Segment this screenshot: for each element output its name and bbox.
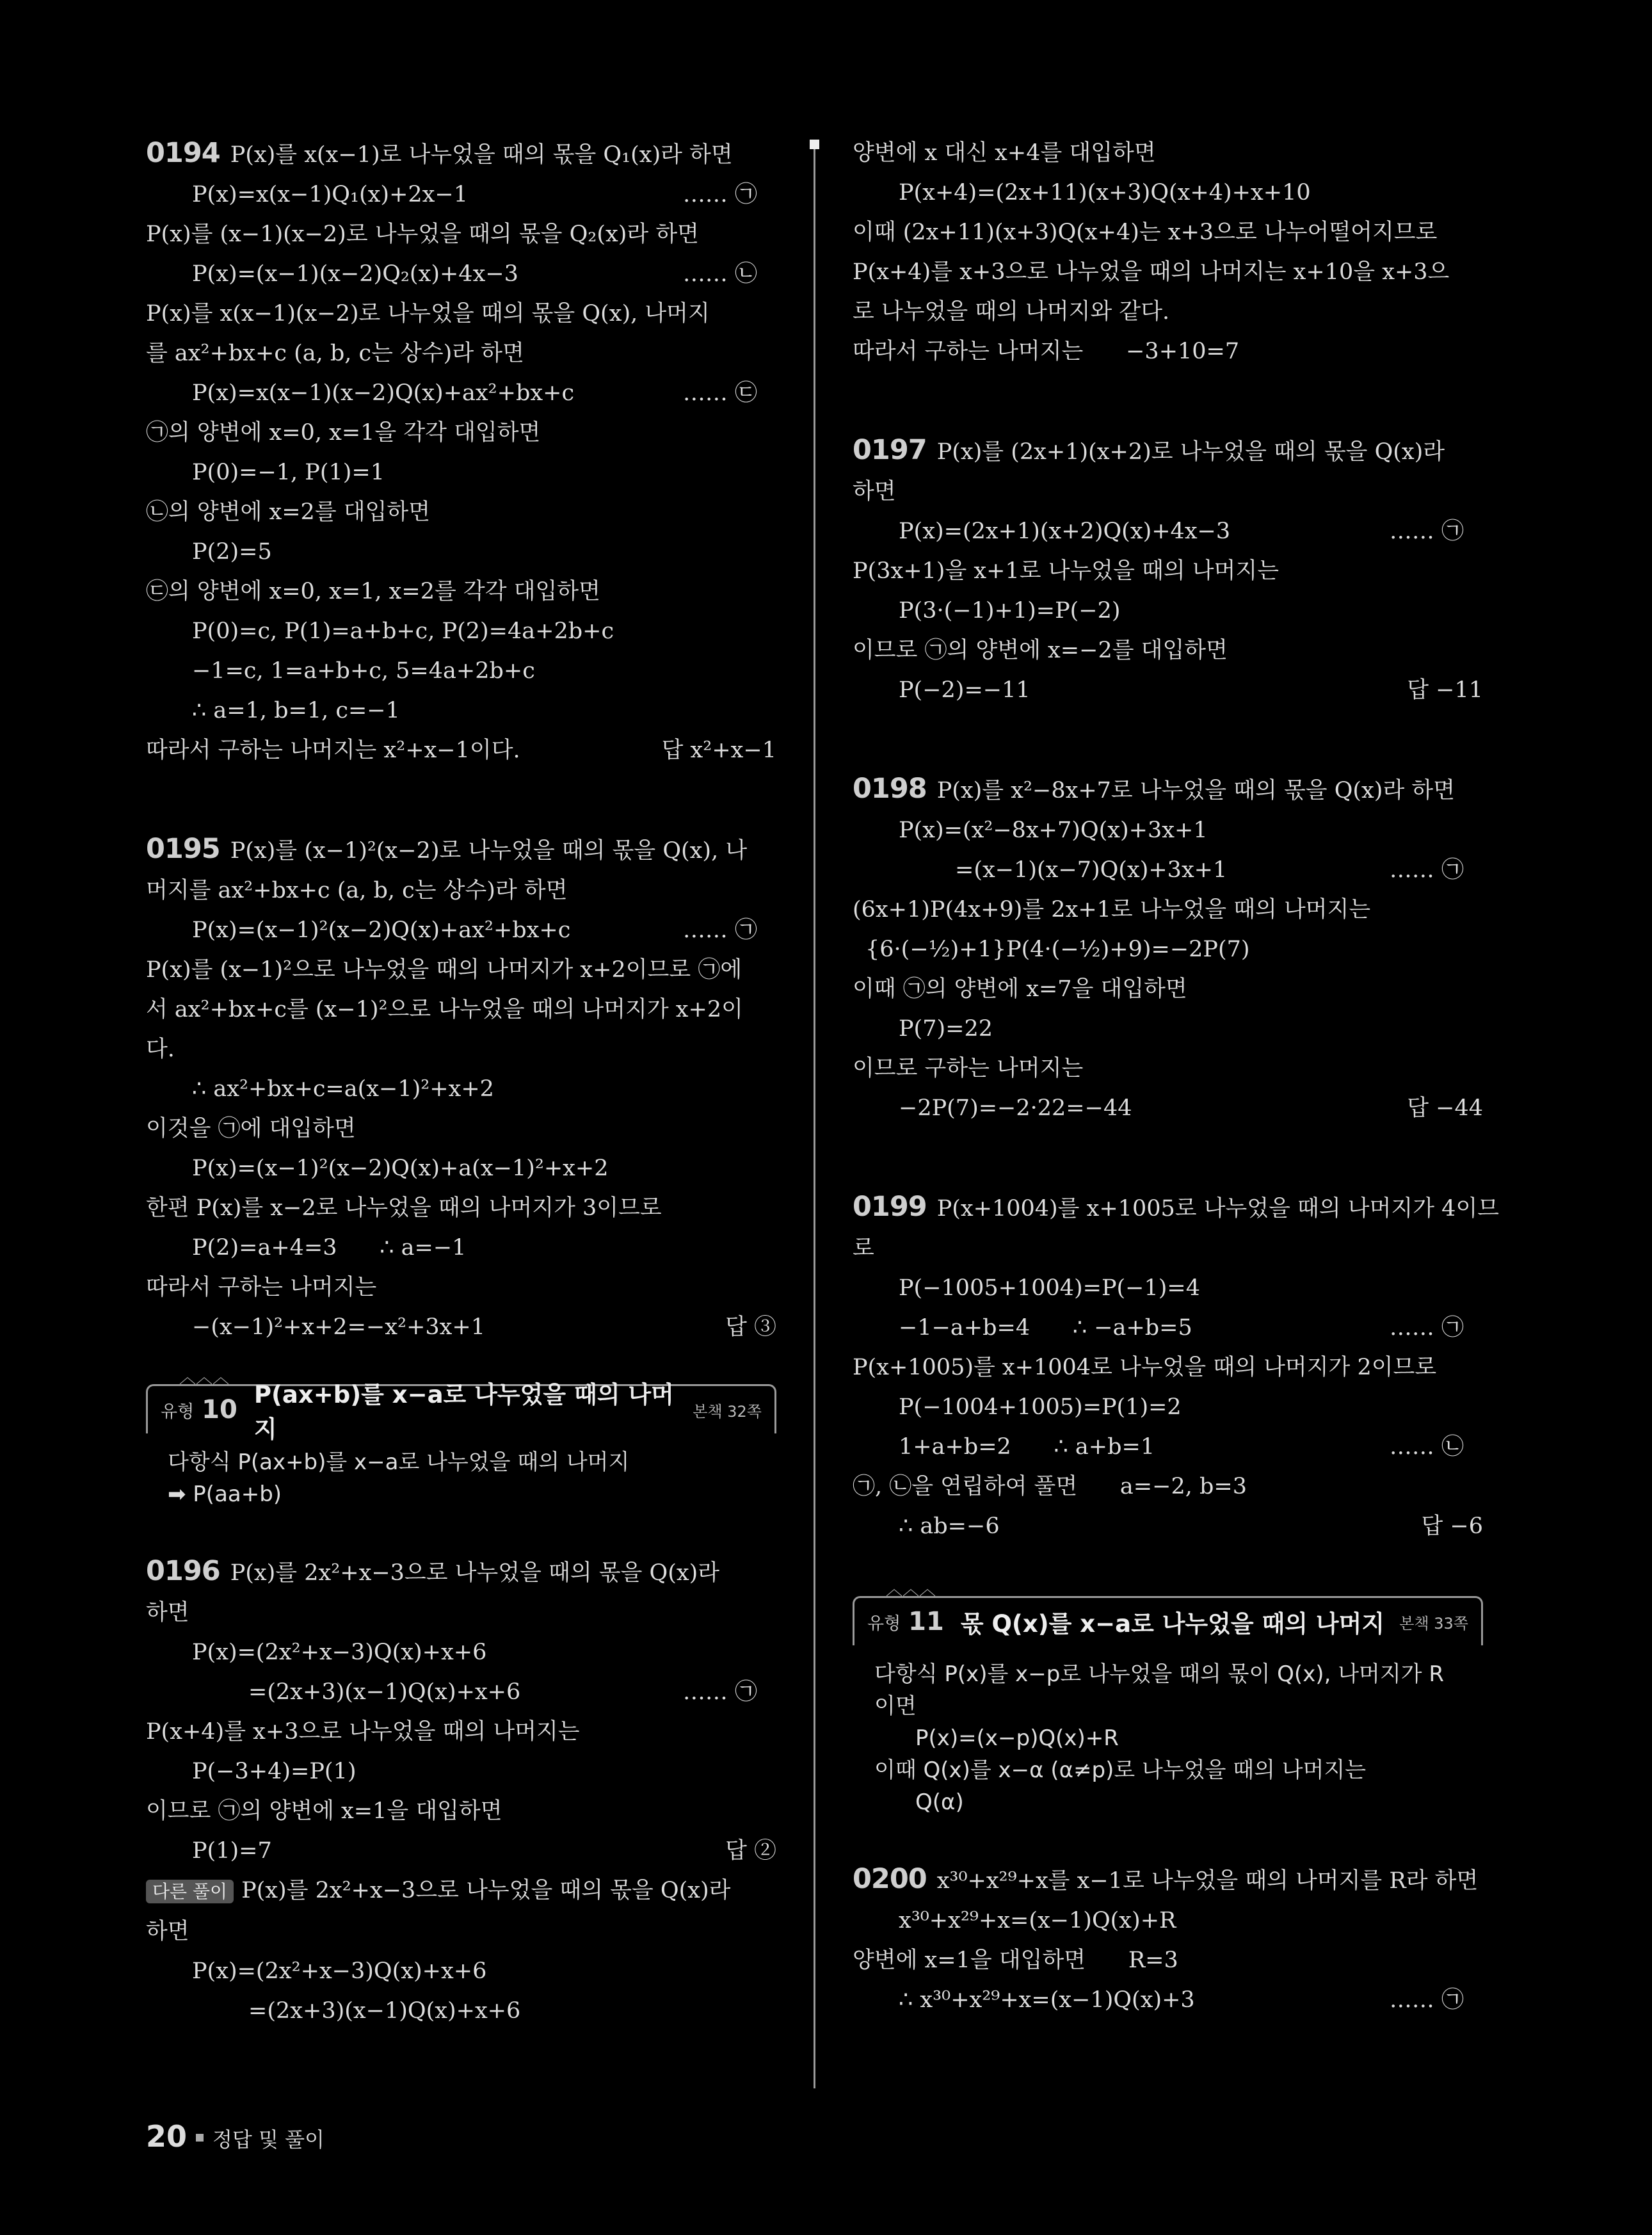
column-divider-cap (810, 140, 819, 149)
equation: P(−3+4)=P(1) (192, 1759, 357, 1784)
answer-label: 답 ② (725, 1838, 776, 1864)
type-10-box (146, 1368, 776, 1510)
column-divider (814, 141, 815, 2088)
problem-0195 (146, 829, 776, 1347)
equation: P(0)=−1, P(1)=1 (192, 460, 385, 485)
type-body-line: Q(α) (915, 1789, 964, 1815)
text-line: P(x+4)를 x+3으로 나누었을 때의 나머지는 (146, 1719, 580, 1745)
text-line: ㉠, ㉡을 연립하여 풀면 a=−2, b=3 (853, 1474, 1247, 1499)
problem-number: 0200 (853, 1863, 927, 1895)
text-line: P(x)를 x(x−1)(x−2)로 나누었을 때의 몫을 Q(x), 나머지 (146, 301, 710, 327)
equation: =(x−1)(x−7)Q(x)+3x+1 (955, 857, 1228, 883)
text-line: 따라서 구하는 나머지는 x²+x−1이다. (146, 738, 520, 763)
type-tag: 유형 (161, 1401, 195, 1422)
equation: P(x)=(2x²+x−3)Q(x)+x+6 (192, 1958, 487, 1984)
equation: P(x+4)=(2x+11)(x+3)Q(x+4)+x+10 (899, 180, 1311, 206)
type-body-line: 다항식 P(ax+b)를 x−a로 나누었을 때의 나머지 (168, 1449, 630, 1475)
equation-marker: …… ㉡ (682, 261, 757, 287)
answer-label: 답 ③ (725, 1314, 776, 1340)
equation: P(−1005+1004)=P(−1)=4 (899, 1275, 1201, 1301)
problem-0199 (853, 1187, 1500, 1546)
text-line: 머지를 ax²+bx+c (a, b, c는 상수)라 하면 (146, 878, 568, 903)
text-line: 서 ax²+bx+c를 (x−1)²으로 나누었을 때의 나머지가 x+2이 (146, 997, 743, 1022)
equation: P(x)=(x−1)²(x−2)Q(x)+a(x−1)²+x+2 (192, 1156, 609, 1181)
text-line: P(x)를 (x−1)²으로 나누었을 때의 나머지가 x+2이므로 ㉠에 (146, 957, 742, 983)
equation: P(0)=c, P(1)=a+b+c, P(2)=4a+2b+c (192, 618, 614, 644)
text-line: x³⁰+x²⁹+x를 x−1로 나누었을 때의 나머지를 R라 하면 (936, 1868, 1479, 1894)
text-line: 다. (146, 1037, 175, 1062)
text-line: P(x)를 (2x+1)(x+2)로 나누었을 때의 몫을 Q(x)라 (936, 439, 1445, 465)
type-number: 10 (202, 1395, 237, 1424)
equation: P(−2)=−11 (899, 677, 1030, 703)
equation: P(x)=(x−1)²(x−2)Q(x)+ax²+bx+c (192, 917, 571, 943)
text-line: 하면 (146, 1600, 189, 1626)
type-body-line: ➡ P(aa+b) (168, 1481, 282, 1507)
text-line: 이므로 구하는 나머지는 (853, 1056, 1084, 1081)
equation-marker: …… ㉠ (1389, 519, 1464, 544)
problem-number: 0199 (853, 1191, 927, 1223)
equation: −(x−1)²+x+2=−x²+3x+1 (192, 1314, 486, 1340)
answer-label: 답 −11 (1407, 677, 1483, 703)
equation: P(x)=(2x²+x−3)Q(x)+x+6 (192, 1640, 487, 1665)
equation: P(1)=7 (192, 1838, 272, 1864)
equation: P(7)=22 (899, 1016, 993, 1042)
type-tag: 유형 (867, 1613, 901, 1634)
text-line: (6x+1)P(4x+9)를 2x+1로 나누었을 때의 나머지는 (853, 897, 1371, 923)
text-line: 로 나누었을 때의 나머지와 같다. (853, 299, 1170, 325)
equation-marker: …… ㉠ (1389, 1987, 1464, 2013)
answer-label: 답 x²+x−1 (661, 738, 776, 763)
text-line: 양변에 x 대신 x+4를 대입하면 (853, 140, 1156, 166)
text-line: 이때 (2x+11)(x+3)Q(x+4)는 x+3으로 나누어떨어지므로 (853, 220, 1438, 245)
text-line: 한편 P(x)를 x−2로 나누었을 때의 나머지가 3이므로 (146, 1195, 662, 1221)
equation: x³⁰+x²⁹+x=(x−1)Q(x)+R (899, 1908, 1176, 1933)
equation: ∴ a=1, b=1, c=−1 (192, 698, 400, 723)
text-line: 따라서 구하는 나머지는 −3+10=7 (853, 339, 1240, 364)
equation: P(x)=(x−1)(x−2)Q₂(x)+4x−3 (192, 261, 518, 287)
text-line: P(x+4)를 x+3으로 나누었을 때의 나머지는 x+10을 x+3으 (853, 259, 1450, 285)
zigzag-decoration: ︿︿︿ (886, 1580, 936, 1599)
type-11-box (853, 1580, 1483, 1818)
text-line: ㉡의 양변에 x=2를 대입하면 (146, 499, 431, 525)
equation: 1+a+b=2 ∴ a+b=1 (899, 1434, 1155, 1460)
text-line: P(x)를 2x²+x−3으로 나누었을 때의 몫을 Q(x)라 (230, 1560, 720, 1586)
problem-number: 0194 (146, 137, 220, 169)
answer-label: 답 −44 (1407, 1095, 1483, 1121)
problem-number: 0198 (853, 773, 927, 805)
equation: ∴ x³⁰+x²⁹+x=(x−1)Q(x)+3 (899, 1987, 1195, 2013)
problem-number: 0195 (146, 833, 220, 865)
page-number: 20 (146, 2119, 188, 2154)
text-line: ㉢의 양변에 x=0, x=1, x=2를 각각 대입하면 (146, 579, 600, 604)
text-line: ㉠의 양변에 x=0, x=1을 각각 대입하면 (146, 420, 541, 446)
equation: P(x)=x(x−1)Q₁(x)+2x−1 (192, 182, 469, 207)
equation: =(2x+3)(x−1)Q(x)+x+6 (248, 1998, 521, 2024)
problem-0194 (146, 133, 776, 770)
answer-label: 답 −6 (1421, 1513, 1483, 1539)
equation: −2P(7)=−2·22=−44 (899, 1095, 1132, 1121)
problem-0196 (146, 1551, 776, 2031)
text-line: P(x)를 (x−1)(x−2)로 나누었을 때의 몫을 Q₂(x)라 하면 (146, 222, 699, 247)
text-line: P(3x+1)을 x+1로 나누었을 때의 나머지는 (853, 558, 1279, 584)
equation-marker: …… ㉡ (1389, 1434, 1464, 1460)
type-reference: 본책 33쪽 (1399, 1614, 1468, 1633)
alternative-solution-badge: 다른 풀이 (146, 1880, 234, 1903)
right-column (853, 133, 1500, 2020)
problem-0198 (853, 769, 1483, 1128)
problem-number: 0197 (853, 434, 927, 466)
text-line: 이때 ㉠의 양변에 x=7을 대입하면 (853, 976, 1187, 1002)
type-number: 11 (908, 1607, 944, 1636)
equation-marker: …… ㉠ (682, 182, 757, 207)
problem-0196-continued (853, 133, 1483, 371)
problem-0197 (853, 430, 1483, 710)
equation-marker: …… ㉠ (1389, 1315, 1464, 1341)
type-body-line: 이때 Q(x)를 x−α (α≠p)로 나누었을 때의 나머지는 (874, 1757, 1367, 1783)
equation: P(2)=5 (192, 539, 272, 565)
type-title: P(ax+b)를 x−a로 나누었을 때의 나머지 (253, 1381, 674, 1443)
type-body-line: 다항식 P(x)를 x−p로 나누었을 때의 몫이 Q(x), 나머지가 R (874, 1661, 1444, 1687)
equation: =(2x+3)(x−1)Q(x)+x+6 (248, 1679, 521, 1705)
equation: −1−a+b=4 ∴ −a+b=5 (899, 1315, 1192, 1341)
equation: P(x)=(2x+1)(x+2)Q(x)+4x−3 (899, 519, 1231, 544)
text-line: 이므로 ㉠의 양변에 x=1을 대입하면 (146, 1798, 502, 1824)
text-line: 하면 (146, 1919, 189, 1944)
equation: P(2)=a+4=3 ∴ a=−1 (192, 1235, 467, 1261)
equation: P(x)=(x²−8x+7)Q(x)+3x+1 (899, 818, 1208, 843)
equation: P(3·(−1)+1)=P(−2) (899, 598, 1121, 624)
equation: ∴ ab=−6 (899, 1513, 1000, 1539)
text-line: 로 (853, 1236, 874, 1261)
type-body-line: P(x)=(x−p)Q(x)+R (915, 1725, 1119, 1751)
text-line: P(x+1004)를 x+1005로 나누었을 때의 나머지가 4이므 (936, 1196, 1500, 1222)
equation: P(−1004+1005)=P(1)=2 (899, 1394, 1182, 1420)
type-title: 몫 Q(x)를 x−a로 나누었을 때의 나머지 (960, 1610, 1385, 1638)
equation-marker: …… ㉢ (682, 380, 757, 406)
problem-0200 (853, 1859, 1483, 2020)
text-line: P(x)를 2x²+x−3으로 나누었을 때의 몫을 Q(x)라 (241, 1878, 731, 1903)
text-line: 따라서 구하는 나머지는 (146, 1275, 377, 1300)
left-column (146, 133, 776, 2031)
equation: P(x)=x(x−1)(x−2)Q(x)+ax²+bx+c (192, 380, 575, 406)
type-reference: 본책 32쪽 (693, 1402, 762, 1421)
text-line: P(x+1005)를 x+1004로 나누었을 때의 나머지가 2이므로 (853, 1355, 1437, 1380)
type-body-line: 이면 (874, 1693, 917, 1719)
problem-number: 0196 (146, 1555, 220, 1587)
text-line: 양변에 x=1을 대입하면 R=3 (853, 1948, 1178, 1973)
footer-title: 정답 및 풀이 (213, 2127, 325, 2152)
text-line: 이것을 ㉠에 대입하면 (146, 1116, 356, 1142)
footer-square-icon (196, 2134, 204, 2142)
text-line: P(x)를 (x−1)²(x−2)로 나누었을 때의 몫을 Q(x), 나 (230, 838, 748, 864)
equation-marker: …… ㉠ (682, 1679, 757, 1705)
text-line: P(x)를 x(x−1)로 나누었을 때의 몫을 Q₁(x)라 하면 (230, 142, 733, 168)
text-line: 하면 (853, 479, 896, 504)
text-line: 이므로 ㉠의 양변에 x=−2를 대입하면 (853, 638, 1228, 663)
equation-marker: …… ㉠ (1389, 857, 1464, 883)
text-line: 를 ax²+bx+c (a, b, c는 상수)라 하면 (146, 341, 524, 366)
equation: ∴ ax²+bx+c=a(x−1)²+x+2 (192, 1076, 494, 1102)
zigzag-decoration: ︿︿︿ (179, 1368, 230, 1387)
equation: −1=c, 1=a+b+c, 5=4a+2b+c (192, 658, 535, 684)
equation-marker: …… ㉠ (682, 917, 757, 943)
text-line: P(x)를 x²−8x+7로 나누었을 때의 몫을 Q(x)라 하면 (936, 778, 1456, 803)
equation: {6·(−½)+1}P(4·(−½)+9)=−2P(7) (865, 937, 1250, 962)
page-footer (146, 2119, 325, 2154)
